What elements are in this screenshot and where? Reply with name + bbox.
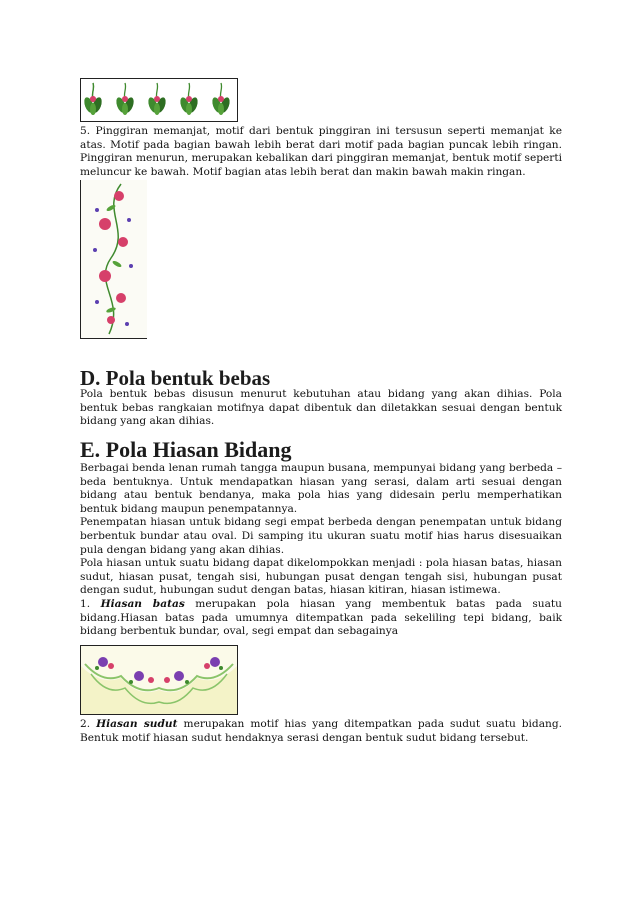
list-item-hiasan-sudut xyxy=(80,718,562,745)
floral-vine-image xyxy=(80,180,147,339)
section-e-heading: E. Pola Hiasan Bidang xyxy=(80,437,292,462)
section-e-body xyxy=(80,462,562,639)
climbing-border-image xyxy=(80,78,238,122)
section-d-body: Pola bentuk bebas disusun menurut kebutuhan atau bidang yang akan dihias. Pola bentuk bebas rangkaian motifnya dapat dibentuk dan diletakkan sesuai dengan bentuk bidang yang akan dihias. xyxy=(80,388,562,428)
list-number: 1. xyxy=(80,597,101,610)
definition-hiasan-sudut: merupakan motif hias yang ditempatkan pada sudut suatu bidang. Bentuk motif hiasan sudut hendaknya serasi dengan bentuk sudut bidang tersebut. xyxy=(80,718,563,744)
section-e-paragraph-1: Berbagai benda lenan rumah tangga maupun busana, mempunyai bidang yang berbeda – beda bentuknya. Untuk mendapatkan hiasan yang serasi, dalam arti sesuai dengan bidang atau bentuk bendanya, maka pola hias yang didesain perlu memperhatikan bentuk bidang maupun penempatannya. xyxy=(80,462,562,515)
term-hiasan-batas: Hiasan batas xyxy=(100,597,185,610)
definition-hiasan-batas: merupakan pola hiasan yang membentuk batas pada suatu bidang.Hiasan batas pada umumnya ditempatkan pada sekeliling tepi bidang, baik bidang berbentuk bundar, oval, segi empat dan sebagainya xyxy=(80,597,562,638)
section-e-paragraph-3: Pola hiasan untuk suatu bidang dapat dikelompokkan menjadi : pola hiasan batas, hiasan sudut, hiasan pusat, tengah sisi, hubungan pusat dengan tengah sisi, hubungan pusat dengan sudut, hubungan sudut dengan batas, hiasan kitiran, hiasan istimewa. xyxy=(80,557,562,597)
list-item-hiasan-batas xyxy=(80,598,562,639)
border-decoration-image xyxy=(80,645,238,715)
list-number: 2. xyxy=(80,718,97,730)
paragraph-climbing-border: 5. Pinggiran memanjat, motif dari bentuk pinggiran ini tersusun seperti memanjat ke atas. Motif pada bagian bawah lebih berat dari motif pada bagian puncak lebih ringan. Pinggiran menurun, merupakan kebalikan dari pinggiran memanjat, bentuk motif seperti meluncur ke bawah. Motif bagian atas lebih berat dan makin bawah makin ringan. xyxy=(80,125,562,178)
section-e-paragraph-2: Penempatan hiasan untuk bidang segi empat berbeda dengan penempatan untuk bidang berbentuk bundar atau oval. Di samping itu ukuran suatu motif hias harus disesuaikan pula dengan bidang yang akan dihias. xyxy=(80,516,562,556)
section-d-heading: D. Pola bentuk bebas xyxy=(80,366,271,390)
term-hiasan-sudut: Hiasan sudut xyxy=(96,718,178,730)
